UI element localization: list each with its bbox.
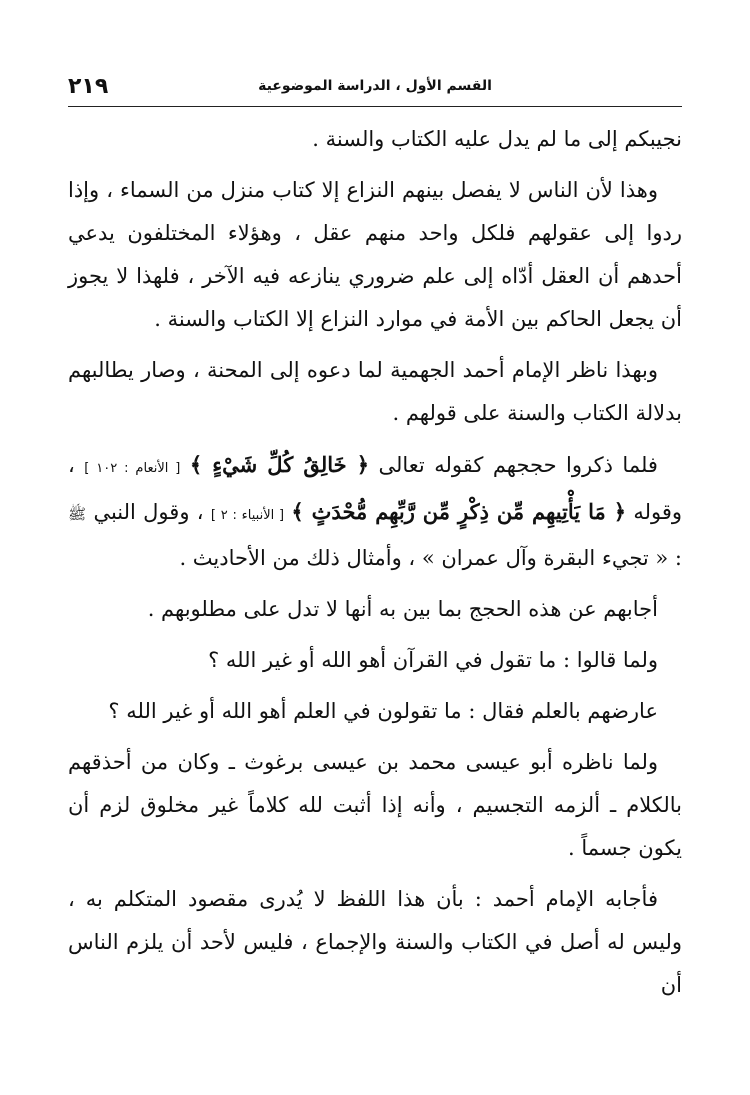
page-header — [68, 74, 682, 104]
paragraph-4-part3: ، وقول النبي — [93, 500, 204, 524]
quran-verse-2: ﴿ مَا يَأْتِيهِم مِّن ذِكْرٍ مِّن رَّبِّهِم مُّحْدَثٍ ﴾ — [291, 499, 626, 524]
verse-reference-1: [ الأنعام : ١٠٢ ] — [84, 461, 181, 476]
paragraph-4-part1: فلما ذكروا حججهم كقوله تعالى — [378, 453, 658, 477]
paragraph-7: عارضهم بالعلم فقال : ما تقولون في العلم أهو الله أو غير الله ؟ — [108, 699, 658, 723]
paragraph-5: أجابهم عن هذه الحجج بما بين به أنها لا تدل على مطلوبهم . — [147, 597, 658, 621]
paragraph-9: فأجابه الإمام أحمد : بأن هذا اللفظ لا يُدرى مقصود المتكلم به ، وليس له أصل في الكتاب والسنة والإجماع ، فليس لأحد أن يلزم الناس أن — [68, 887, 682, 997]
paragraph-8: ولما ناظره أبو عيسى محمد بن عيسى برغوث ـ وكان من أحذقهم بالكلام ـ ألزمه التجسيم ، وأنه إذا أثبت لله كلاماً غير مخلوق لزم أن يكون جسماً . — [68, 750, 682, 860]
paragraph-4-part2: ، وقوله — [68, 453, 683, 524]
paragraph-3: وبهذا ناظر الإمام أحمد الجهمية لما دعوه إلى المحنة ، وصار يطالبهم بدلالة الكتاب والسنة على قولهم . — [68, 358, 682, 425]
paragraph-6: ولما قالوا : ما تقول في القرآن أهو الله أو غير الله ؟ — [208, 648, 658, 672]
header-rule — [68, 106, 682, 107]
running-title: القسم الأول ، الدراسة الموضوعية — [258, 78, 492, 94]
paragraph-2: وهذا لأن الناس لا يفصل بينهم النزاع إلا كتاب منزل من السماء ، وإذا ردوا إلى عقولهم فلكل واحد منهم عقل ، وهؤلاء المختلفون يدعي أحدهم أن العقل أدّاه إلى علم ضروري ينازعه فيه الآخر ، فلهذا لا يجوز أن يجعل الحاكم بين الأمة في موارد النزاع إلا الكتاب والسنة . — [68, 178, 682, 331]
page-number: ٢١٩ — [68, 74, 109, 99]
salutation-glyph: ﷺ — [68, 505, 87, 523]
body-text — [68, 118, 682, 1015]
verse-reference-2: [ الأنبياء : ٢ ] — [210, 508, 285, 523]
paragraph-4-part4: : « تجيء البقرة وآل عمران » ، وأمثال ذلك من الأحاديث . — [179, 546, 682, 570]
quran-verse-1: ﴿ خَالِقُ كُلِّ شَيْءٍ ﴾ — [189, 452, 370, 477]
paragraph-1: نجيبكم إلى ما لم يدل عليه الكتاب والسنة . — [312, 127, 682, 151]
paragraph-4 — [68, 443, 682, 580]
